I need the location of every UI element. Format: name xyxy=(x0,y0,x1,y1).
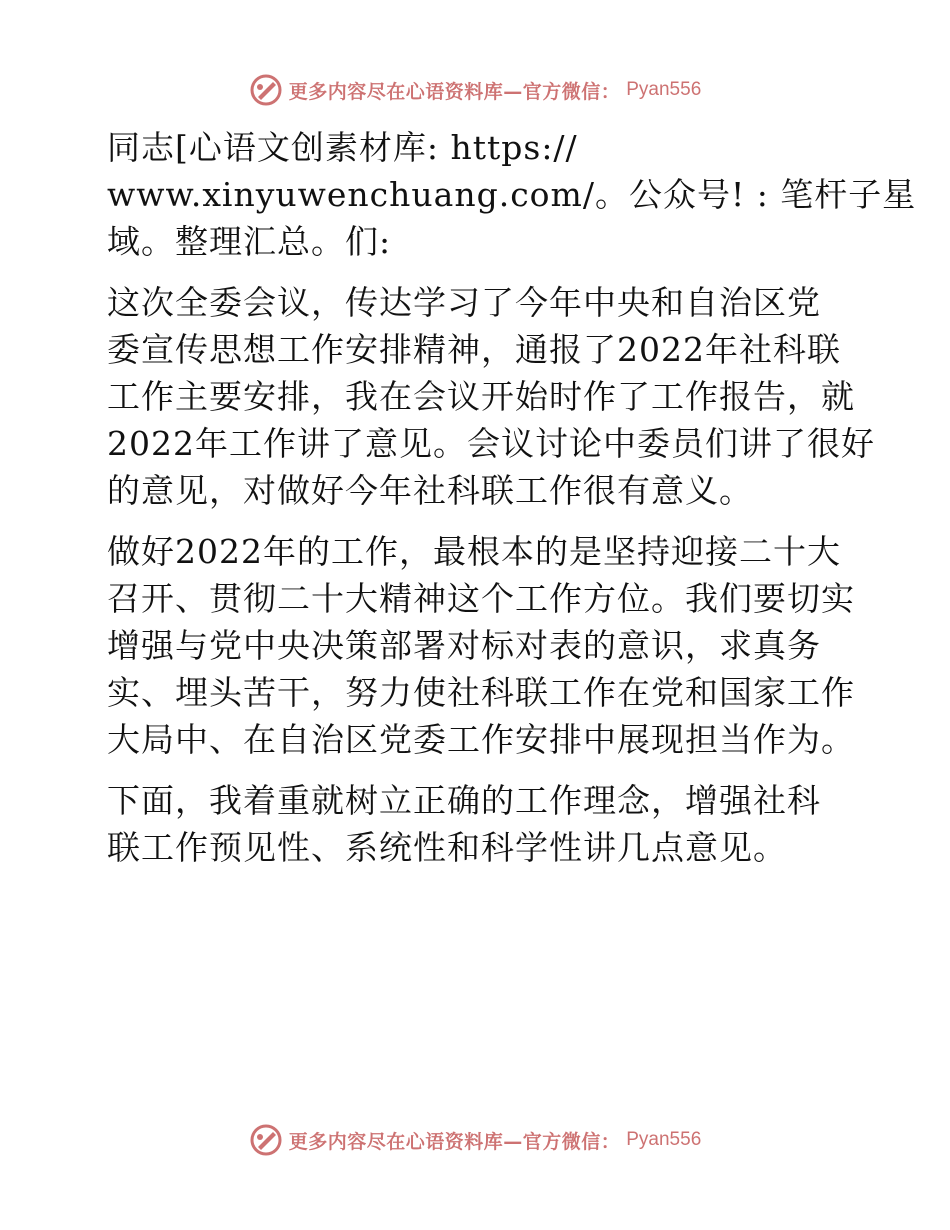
text-line: 域。整理汇总。们: xyxy=(107,222,392,261)
watermark-wechat-id: Pyan556 xyxy=(626,79,702,100)
footer-watermark xyxy=(0,1120,950,1160)
text-line: 实、埋头苦干，努力使社科联工作在党和国家工作 xyxy=(107,673,855,712)
watermark-logo-icon xyxy=(249,73,283,107)
paragraph-1 xyxy=(97,124,917,265)
text-line: 做好2022年的工作，最根本的是坚持迎接二十大 xyxy=(107,532,841,571)
paragraph-4 xyxy=(97,777,867,871)
text-line: 大局中、在自治区党委工作安排中展现担当作为。 xyxy=(107,720,855,759)
watermark-text: 更多内容尽在心语资料库—官方微信： xyxy=(288,1130,621,1153)
watermark-logo-icon xyxy=(249,1123,283,1157)
text-line: 增强与党中央决策部署对标对表的意识，求真务 xyxy=(107,626,821,665)
paragraph-3 xyxy=(97,528,867,763)
document-body xyxy=(97,124,917,885)
text-line: 这次全委会议，传达学习了今年中央和自治区党 xyxy=(107,283,821,322)
text-line: 工作主要安排，我在会议开始时作了工作报告，就 xyxy=(107,377,855,416)
text-line: 委宣传思想工作安排精神，通报了2022年社科联 xyxy=(107,330,841,369)
header-watermark xyxy=(0,70,950,110)
text-line: 2022年工作讲了意见。会议讨论中委员们讲了很好 xyxy=(107,424,875,463)
text-line: www.xinyuwenchuang.com/。公众号! : 笔杆子星 xyxy=(107,175,917,214)
text-line: 下面，我着重就树立正确的工作理念，增强社科 xyxy=(107,781,821,820)
text-line: 同志[心语文创素材库: https:// xyxy=(107,128,578,167)
text-line: 召开、贯彻二十大精神这个工作方位。我们要切实 xyxy=(107,579,855,618)
text-line: 的意见，对做好今年社科联工作很有意义。 xyxy=(107,471,753,510)
watermark-text: 更多内容尽在心语资料库—官方微信： xyxy=(288,80,621,103)
watermark-wechat-id: Pyan556 xyxy=(626,1129,702,1150)
paragraph-2 xyxy=(97,279,875,514)
text-line: 联工作预见性、系统性和科学性讲几点意见。 xyxy=(107,828,787,867)
